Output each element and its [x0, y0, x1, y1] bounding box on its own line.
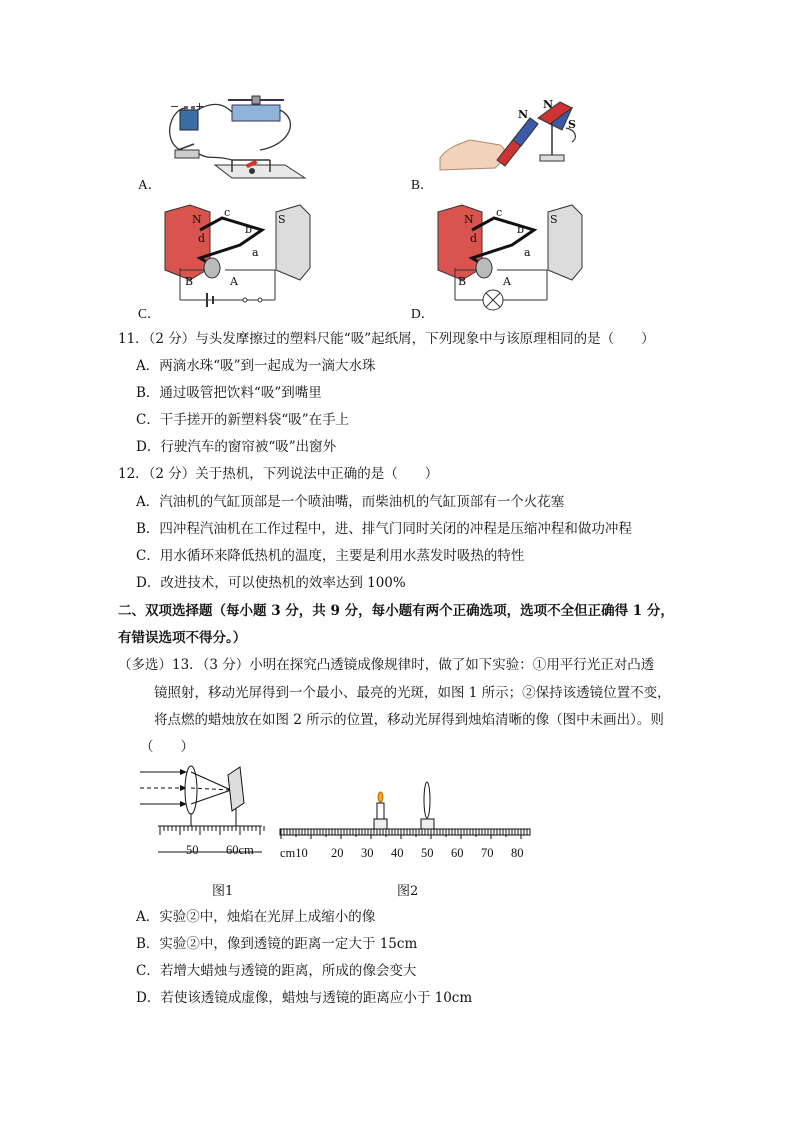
- fig2-tick-80: 80: [511, 846, 524, 860]
- q11-option-a: A．两滴水珠“吸”到一起成为一滴大水珠: [136, 358, 376, 374]
- fig2-tick-30: 30: [361, 846, 374, 860]
- motor-c-s-label: S: [278, 213, 286, 226]
- fig1-tick-60cm: 60cm: [226, 843, 254, 857]
- q12-stem: 12．（2 分）关于热机，下列说法中正确的是（ ）: [118, 466, 439, 482]
- q13-option-b: B．实验②中，像到透镜的距离一定大于 15cm: [136, 936, 418, 952]
- battery-plus-label: +: [195, 100, 205, 113]
- motor-d-brush-b-label: B: [458, 275, 467, 288]
- motor-c-b-label: b: [245, 223, 253, 236]
- motor-c-c-label: c: [224, 206, 231, 219]
- q13-option-d: D．若使该透镜成虚像，蜡烛与透镜的距离应小于 10cm: [136, 990, 473, 1006]
- fig2-tick-20: 20: [331, 846, 344, 860]
- fig2-tick-40: 40: [391, 846, 404, 860]
- needle-s-label: S: [568, 118, 576, 131]
- q12-option-a: A．汽油机的气缸顶部是一个喷油嘴，而柴油机的气缸顶部有一个火花塞: [136, 494, 565, 510]
- motor-d-a-label: a: [524, 246, 531, 259]
- figure-d-label: D．: [411, 306, 435, 321]
- motor-d-c-label: c: [496, 206, 503, 219]
- q12-option-b: B．四冲程汽油机在工作过程中，进、排气门同时关闭的冲程是压缩冲程和做功冲程: [136, 521, 632, 537]
- motor-d-d-label: d: [470, 232, 478, 245]
- motor-d-n-label: N: [464, 213, 474, 226]
- q12-option-c: C．用水循环来降低热机的温度，主要是利用水蒸发时吸热的特性: [136, 548, 525, 564]
- q13-stem-line-4: （ ）: [140, 739, 194, 755]
- q11-stem: 11．（2 分）与头发摩擦过的塑料尺能“吸”起纸屑，下列现象中与该原理相同的是（ ）: [118, 331, 655, 347]
- motor-c-brush-a-label: A: [230, 275, 238, 288]
- q13-option-a: A．实验②中，烛焰在光屏上成缩小的像: [136, 909, 376, 925]
- needle-n-label: N: [543, 98, 554, 111]
- motor-c-d-label: d: [198, 232, 206, 245]
- battery-minus-label: −: [170, 100, 180, 113]
- q11-option-d: D．行驶汽车的窗帘被“吸”出窗外: [136, 439, 337, 455]
- q13-stem-line-3: 将点燃的蜡烛放在如图 2 所示的位置，移动光屏得到烛焰清晰的像（图中未画出）。则: [154, 712, 664, 728]
- motor-d-b-label: b: [517, 223, 525, 236]
- section-2-line-2: 有错误选项不得分。）: [118, 630, 247, 646]
- figure-a-label: A．: [138, 177, 162, 192]
- motor-c-a-label: a: [252, 246, 259, 259]
- magnet-n-label: N: [518, 108, 529, 121]
- fig2-tick-50: 50: [421, 846, 434, 860]
- fig2-caption: 图2: [397, 884, 419, 899]
- q13-stem-line-1: （多选）13．（3 分）小明在探究凸透镜成像规律时，做了如下实验：①用平行光正对凸透: [118, 657, 655, 673]
- figure-c-label: C．: [138, 306, 161, 321]
- fig1-tick-50: 50: [186, 843, 199, 857]
- section-2-line-1: 二、双项选择题（每小题 3 分，共 9 分，每小题有两个正确选项，选项不全但正确得 1 分，: [118, 603, 674, 619]
- motor-d-brush-a-label: A: [503, 275, 511, 288]
- figure-b-label: B．: [411, 177, 434, 192]
- motor-d-s-label: S: [550, 213, 558, 226]
- motor-c-brush-b-label: B: [185, 275, 194, 288]
- fig2-tick-cm10: cm10: [280, 846, 308, 860]
- fig1-caption: 图1: [212, 884, 234, 899]
- motor-c-n-label: N: [192, 213, 202, 226]
- fig2-tick-70: 70: [481, 846, 494, 860]
- q11-option-b: B．通过吸管把饮料“吸”到嘴里: [136, 385, 322, 401]
- q13-option-c: C．若增大蜡烛与透镜的距离，所成的像会变大: [136, 963, 417, 979]
- fig2-tick-60: 60: [451, 846, 464, 860]
- q11-option-c: C．干手搓开的新塑料袋“吸”在手上: [136, 412, 350, 428]
- q12-option-d: D．改进技术，可以使热机的效率达到 100%: [136, 575, 406, 591]
- q13-stem-line-2: 镜照射，移动光屏得到一个最小、最亮的光斑，如图 1 所示；②保持该透镜位置不变，: [154, 685, 671, 701]
